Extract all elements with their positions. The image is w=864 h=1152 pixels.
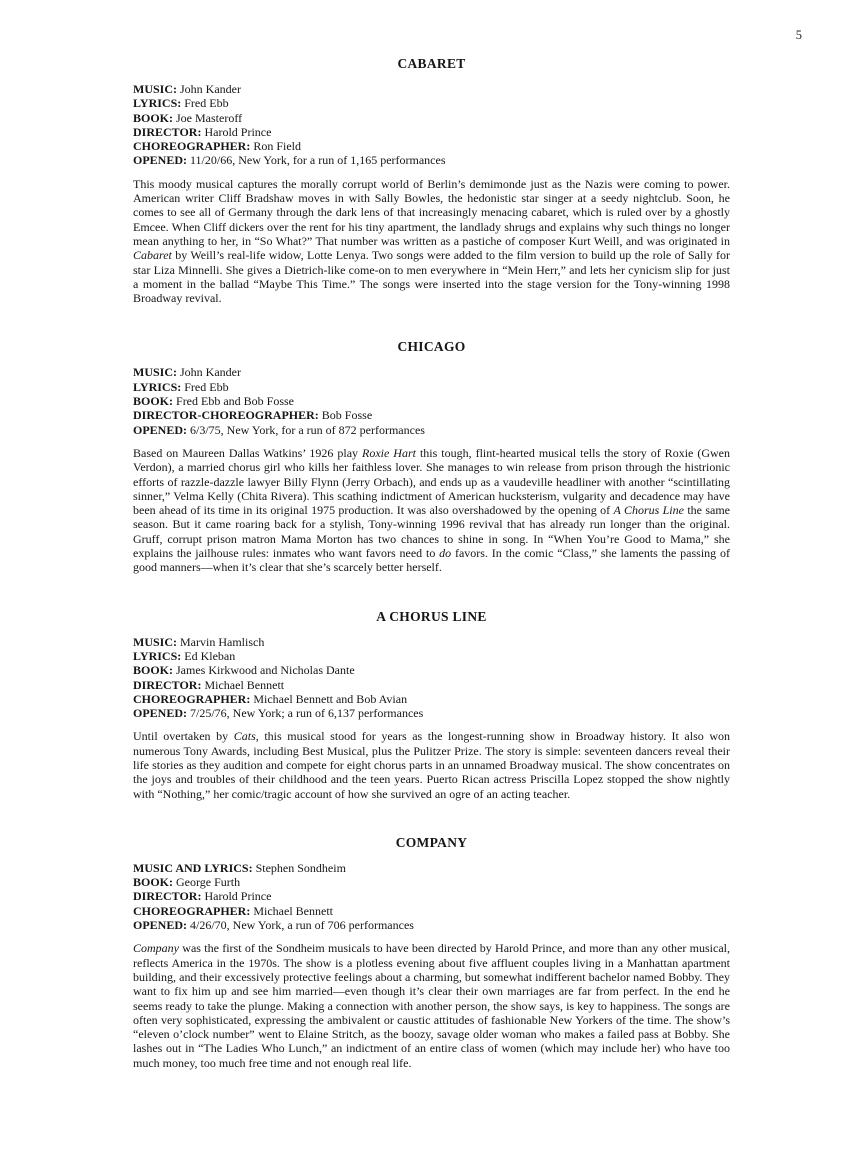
page-content: [133, 56, 730, 1070]
credit-label: MUSIC:: [133, 82, 177, 96]
section-a-chorus-line: [133, 609, 730, 801]
credit-label: BOOK:: [133, 110, 174, 125]
text-run: was the first of the Sondheim musicals to have been directed by Harold Prince, and more than any other musical, reflects America in the 1970s. The show is a plotless evening about five affluent couples living in a Manhattan apartment building, and their excessively protective feelings about a charming, but somewhat indifferent bachelor named Bobby. They want to fix him up and see him married—even though it’s clear their own marriages are far from perfect. In the end he seems ready to take the plunge. Making a connection with another person, the show says, is key to happiness. The songs are often very sophisticated, expressing the ambivalent or caustic attitudes of fashionable New Yorkers of the time. The show’s “eleven o’clock number” went to Elaine Stritch, as the boozy, savage older woman who makes a failed pass at Bobby. She lashes out in “The Ladies Who Lunch,” an indictment of an entire class of women (which may include her) who have too much money, too much free time and not enough real life.: [133, 941, 730, 1070]
credit-line: [133, 875, 730, 889]
credit-value: Ed Kleban: [181, 648, 236, 663]
section-company: [133, 835, 730, 1070]
credit-line: [133, 918, 730, 932]
credit-line: [133, 153, 730, 167]
section-chicago: [133, 339, 730, 574]
credit-value: George Furth: [173, 875, 241, 890]
italic-text-run: Cabaret: [133, 248, 172, 263]
credit-value: Joe Masteroff: [173, 110, 243, 125]
credit-value: Marvin Hamlisch: [177, 634, 265, 649]
credit-line: [133, 678, 730, 692]
credit-value: Fred Ebb and Bob Fosse: [173, 394, 295, 409]
credit-label: DIRECTOR-CHOREOGRAPHER:: [133, 408, 319, 423]
credit-value: Bob Fosse: [318, 408, 373, 423]
text-run: This moody musical captures the morally corrupt world of Berlin’s demimonde just as the Nazis were coming to power. American writer Cliff Bradshaw moves in with Sally Bowles, the hedonistic star singer at a seedy nightclub. Soon, he comes to see all of Germany through the dark lens of that increasingly menacing cabaret, which is ruled over by a ghostly Emcee. When Cliff dickers over the rent for his tiny apartment, the landlady shrugs and explains why such things no longer mean anything to her, in “So What?” That number was written as a pastiche of composer Kurt Weill, and was originated in: [133, 176, 730, 248]
credit-label: MUSIC:: [133, 634, 177, 649]
credits-block: [133, 861, 730, 932]
credit-label: DIRECTOR:: [133, 124, 202, 139]
italic-text-run: Cats: [233, 729, 256, 744]
credit-line: [133, 706, 730, 720]
credit-line: [133, 111, 730, 125]
credit-value: 7/25/76, New York; a run of 6,137 performances: [187, 706, 424, 721]
credit-line: [133, 139, 730, 153]
credit-line: [133, 649, 730, 663]
text-run: Until overtaken by: [133, 729, 234, 744]
text-run: Based on Maureen Dallas Watkins’ 1926 play: [133, 445, 363, 460]
show-description: [133, 729, 730, 800]
credit-line: [133, 663, 730, 677]
credit-value: 11/20/66, New York, for a run of 1,165 performances: [187, 153, 446, 168]
credit-value: Stephen Sondheim: [252, 860, 346, 875]
credit-label: MUSIC:: [133, 365, 177, 380]
credit-line: [133, 96, 730, 110]
credits-block: [133, 365, 730, 436]
credit-value: Harold Prince: [201, 889, 272, 904]
credit-line: [133, 408, 730, 422]
credit-line: [133, 692, 730, 706]
credit-value: James Kirkwood and Nicholas Dante: [173, 663, 355, 678]
credit-value: Harold Prince: [201, 124, 272, 139]
credit-line: [133, 889, 730, 903]
credit-value: John Kander: [177, 82, 241, 96]
credit-label: BOOK:: [133, 663, 174, 678]
credit-label: DIRECTOR:: [133, 889, 202, 904]
credit-line: [133, 861, 730, 875]
show-title: A CHORUS LINE: [376, 608, 487, 624]
credit-value: Fred Ebb: [181, 379, 229, 394]
credit-line: [133, 365, 730, 379]
credit-value: 4/26/70, New York, a run of 706 performances: [187, 918, 414, 933]
credit-line: [133, 380, 730, 394]
text-run: by Weill’s real-life widow, Lotte Lenya. Two songs were added to the film version to build up the role of Sally for star Liza Minnelli. She gives a Dietrich-like come-on to men everywhere in “Mein Herr,” and lets her cynicism slip for just a moment in the ballad “Maybe This Time.” The songs were inserted into the stage version for the Tony-winning 1998 Broadway revival.: [133, 248, 730, 306]
text-run: favors. In the comic “Class,” she laments the passing of good manners—when it’s clear that she’s scarcely better herself.: [133, 546, 730, 575]
credit-label: LYRICS:: [133, 379, 182, 394]
credit-value: Michael Bennett: [250, 903, 333, 918]
show-title: CABARET: [397, 56, 466, 71]
credit-label: LYRICS:: [133, 648, 182, 663]
credit-label: CHOREOGRAPHER:: [133, 691, 251, 706]
credit-label: OPENED:: [133, 918, 187, 933]
credit-line: [133, 423, 730, 437]
show-description: [133, 177, 730, 306]
credit-label: OPENED:: [133, 422, 187, 437]
credit-label: MUSIC AND LYRICS:: [133, 860, 253, 875]
italic-text-run: Roxie Hart: [362, 445, 416, 460]
credit-label: CHOREOGRAPHER:: [133, 139, 251, 154]
credit-line: [133, 125, 730, 139]
page-number: 5: [795, 28, 802, 42]
credit-label: OPENED:: [133, 153, 187, 168]
credit-line: [133, 82, 730, 96]
credit-label: BOOK:: [133, 875, 174, 890]
show-description: [133, 941, 730, 1070]
credit-line: [133, 904, 730, 918]
text-run: this tough, flint-hearted musical tells the story of Roxie (Gwen Verdon), a married chorus girl who kills her faithless lover. She manages to win release from prison through the histrionic efforts of razzle-dazzle lawyer Billy Flynn (Jerry Orbach), and ends up as a vaudeville headliner with another “scintillating sinner,” Velma Kelly (Chita Rivera). This scathing indictment of American hucksterism, vulgarity and decadence may have been ahead of its time in its original 1975 production. It was also overshadowed by the opening of: [133, 445, 730, 518]
credit-label: BOOK:: [133, 394, 174, 409]
credit-label: OPENED:: [133, 706, 187, 721]
credits-block: [133, 635, 730, 721]
credit-value: Michael Bennett and Bob Avian: [250, 691, 408, 706]
credit-line: [133, 394, 730, 408]
show-title: CHICAGO: [397, 339, 466, 355]
credit-value: 6/3/75, New York, for a run of 872 performances: [187, 422, 425, 437]
credit-value: Michael Bennett: [201, 677, 285, 692]
text-run: the same season. But it came roaring back for a stylish, Tony-winning 1996 revival that has already run longer than the original. Gruff, corrupt prison matron Mama Morton has two chances to shine in song. In “When You’re Good to Mama,” she explains the jailhouse rules: inmates who want favors need to: [133, 503, 730, 561]
credit-label: DIRECTOR:: [133, 677, 202, 692]
italic-text-run: Company: [133, 941, 179, 956]
credit-value: John Kander: [177, 365, 241, 380]
credits-block: [133, 82, 730, 168]
credit-value: Ron Field: [250, 139, 302, 154]
credit-label: LYRICS:: [133, 96, 182, 111]
section-cabaret: [133, 56, 730, 305]
credit-line: [133, 635, 730, 649]
show-title: COMPANY: [395, 834, 468, 850]
italic-text-run: A Chorus Line: [613, 503, 684, 518]
show-description: [133, 446, 730, 575]
credit-label: CHOREOGRAPHER:: [133, 903, 251, 918]
text-run: , this musical stood for years as the longest-running show in Broadway history. It also won numerous Tony Awards, including Best Musical, plus the Pulitzer Prize. The story is simple: seventeen dancers reveal their life stories as they audition and compete for eight chorus parts in an unnamed Broadway musical. The show concentrates on the joys and troubles of their childhood and the teen years. Puerto Rican actress Priscilla Lopez stopped the show nightly with “Nothing,” her comic/tragic account of how she survived an ogre of an acting teacher.: [133, 729, 730, 801]
italic-text-run: do: [439, 546, 452, 561]
credit-value: Fred Ebb: [181, 96, 229, 111]
